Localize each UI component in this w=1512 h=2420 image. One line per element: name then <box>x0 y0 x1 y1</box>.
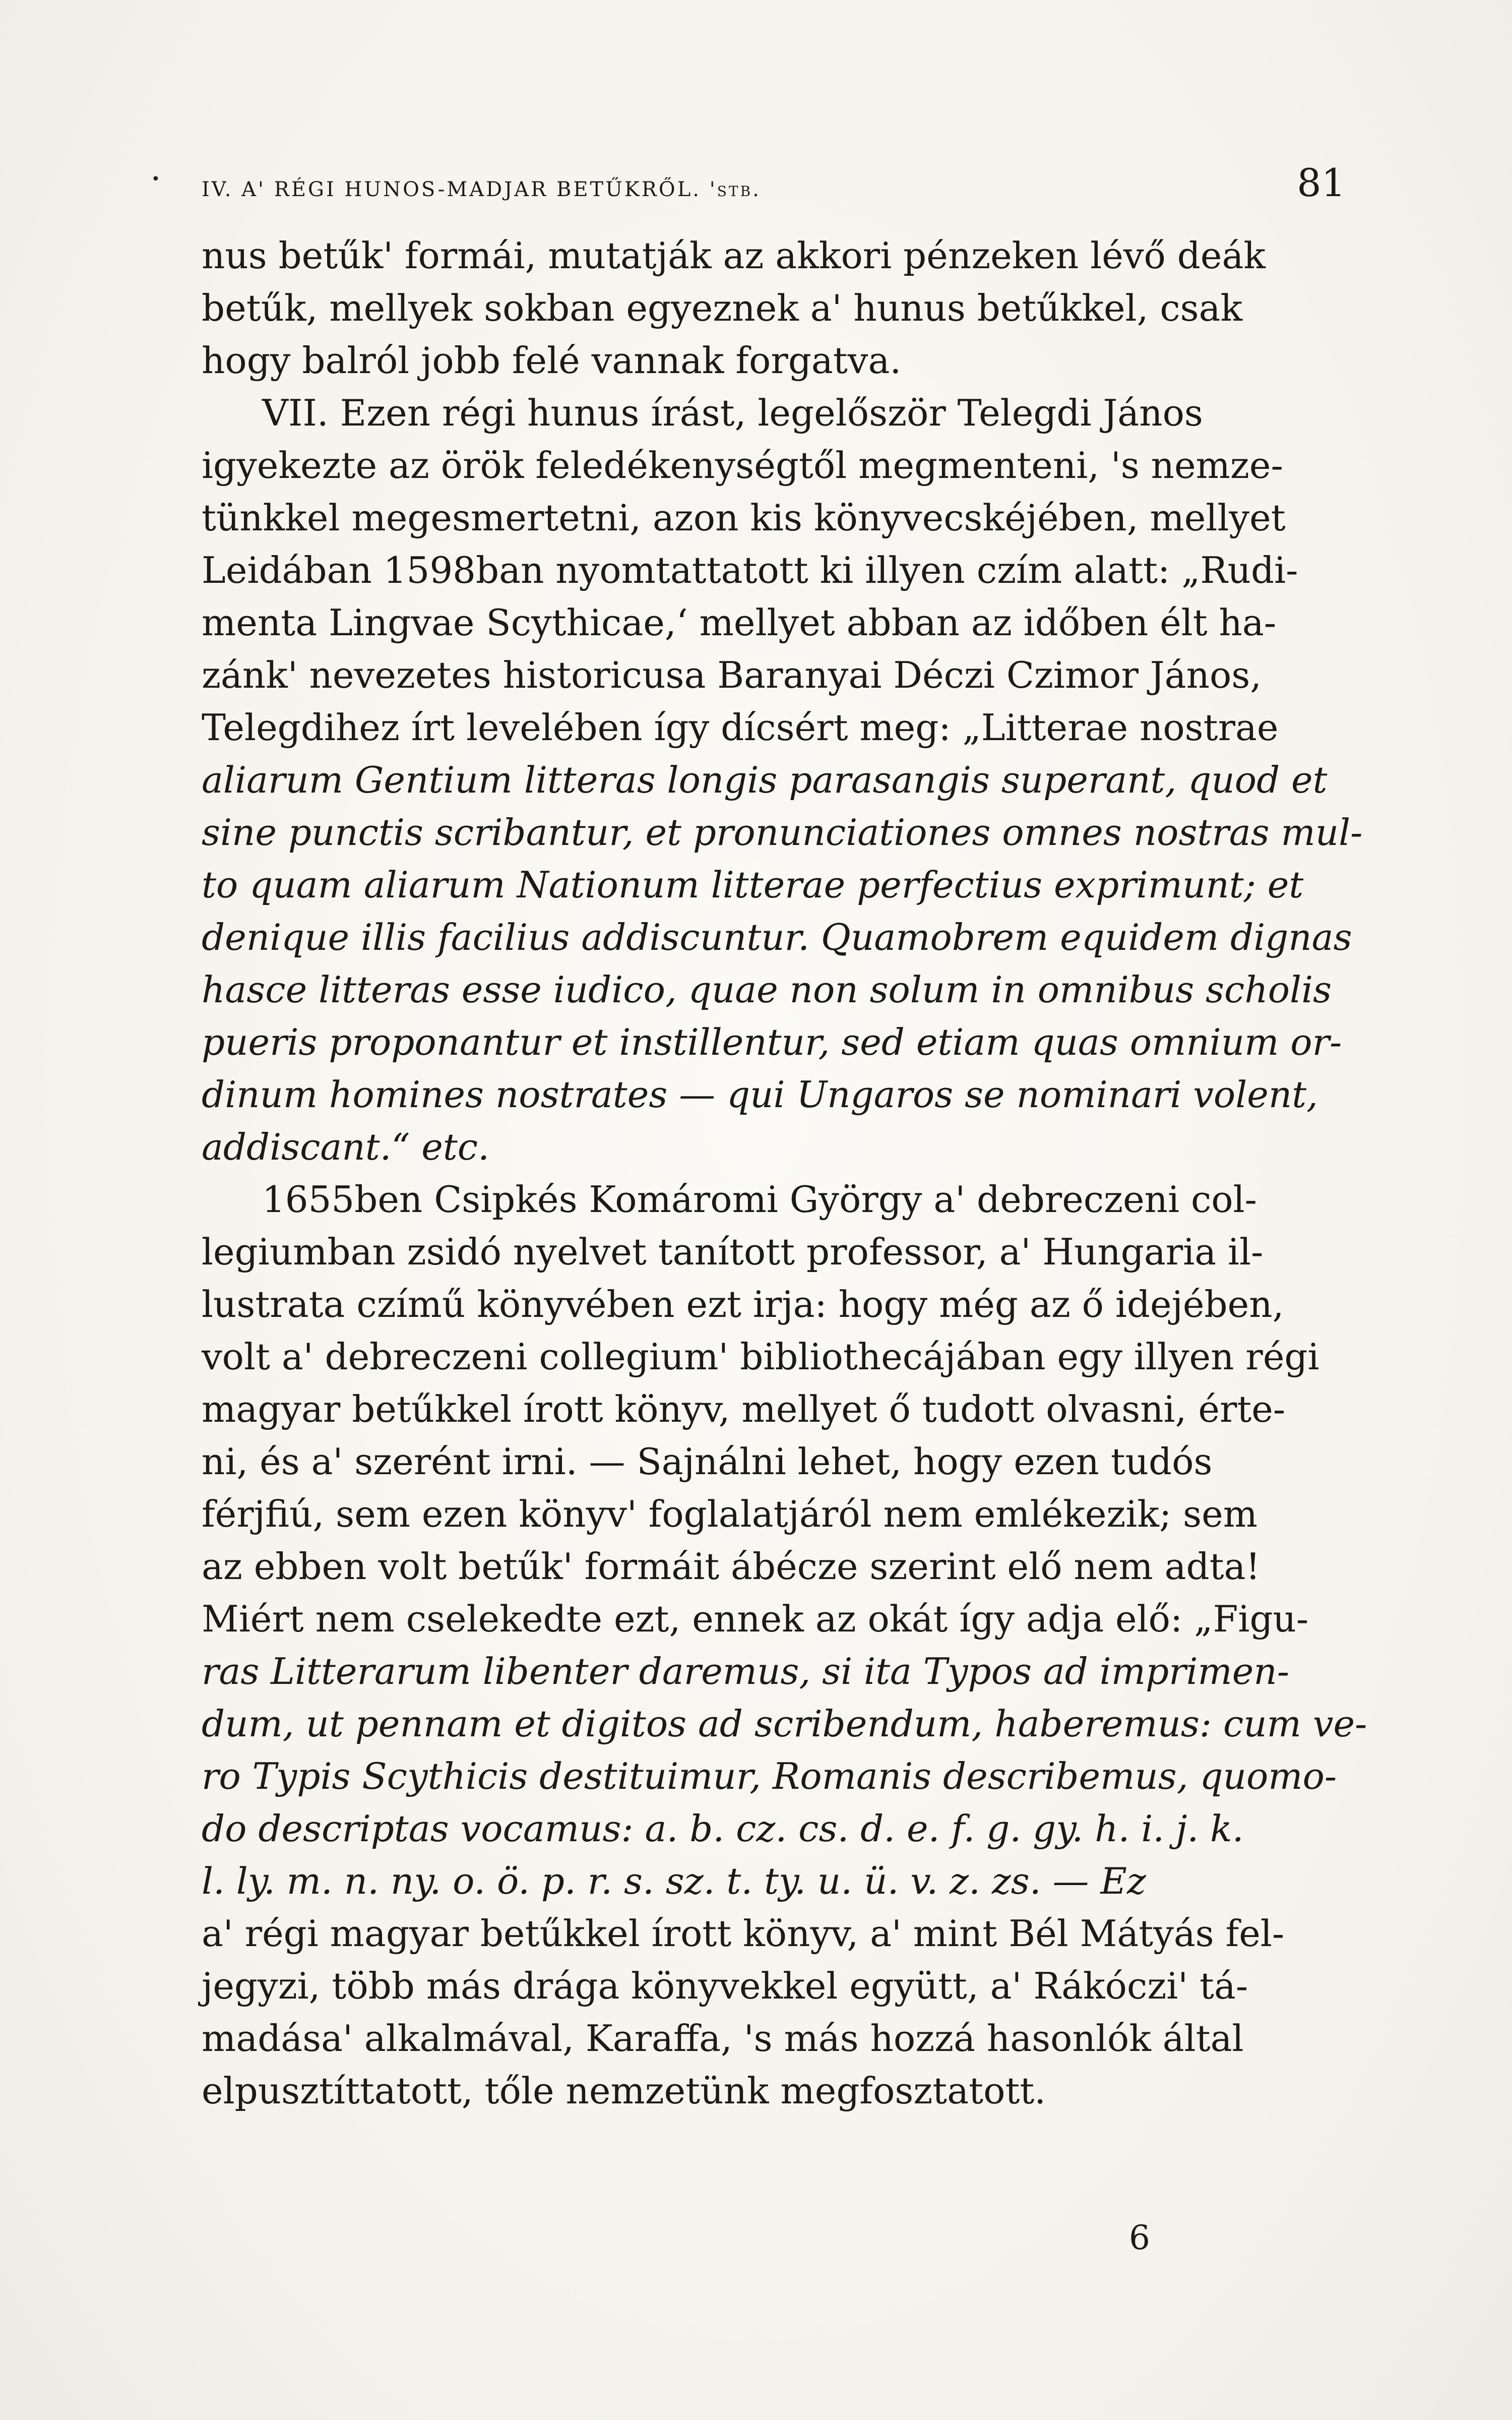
text-line-23: magyar betűkkel írott könyv, mellyet ő tudott olvasni, érte- <box>202 1388 1286 1430</box>
text-line-24: ni, és a' szerént irni. — Sajnálni lehet, hogy ezen tudós <box>202 1440 1213 1483</box>
text-line-15: hasce litteras esse iudico, quae non solum in omnibus scholis <box>202 969 1332 1011</box>
text-line-34: jegyzi, több más drága könyvekkel együtt, a' Rákóczi' tá- <box>202 1965 1248 2007</box>
text-line-7: Leidában 1598ban nyomtattatott ki illyen czím alatt: „Rudi- <box>202 549 1298 591</box>
text-line-1: nus betűk' formái, mutatják az akkori pénzeken lévő deák <box>202 234 1266 277</box>
text-line-16: pueris proponantur et instillentur, sed etiam quas omnium or- <box>202 1021 1342 1063</box>
text-line-29: dum, ut pennam et digitos ad scribendum, haberemus: cum ve- <box>202 1703 1367 1745</box>
text-line-30: ro Typis Scythicis destituimur, Romanis describemus, quomo- <box>202 1755 1337 1797</box>
text-line-27: Miért nem cselekedte ezt, ennek az okát így adja elő: „Figu- <box>202 1598 1309 1640</box>
text-line-18: addiscant.“ etc. <box>202 1126 489 1168</box>
text-line-22: volt a' debreczeni collegium' bibliothecájában egy illyen régi <box>202 1336 1319 1378</box>
text-line-11: aliarum Gentium litteras longis parasangis superant, quod et <box>202 759 1328 801</box>
body-text <box>202 229 1367 2117</box>
text-line-17: dinum homines nostrates — qui Ungaros se nominari volent, <box>202 1073 1318 1116</box>
running-head: IV. A' RÉGI HUNOS-MADJAR BETŰKRŐL. 'stb. <box>202 178 761 201</box>
text-line-2: betűk, mellyek sokban egyeznek a' hunus betűkkel, csak <box>202 287 1243 329</box>
page-header <box>151 160 1351 206</box>
page-number: 81 <box>1297 160 1346 205</box>
text-line-10: Telegdihez írt levelében így dícsért meg: „Litterae nostrae <box>202 706 1279 749</box>
text-line-36: elpusztíttatott, tőle nemzetünk megfosztatott. <box>202 2070 1046 2112</box>
text-line-19: 1655ben Csipkés Komáromi György a' debreczeni col- <box>262 1178 1257 1221</box>
text-line-9: zánk' nevezetes historicusa Baranyai Déczi Czimor János, <box>202 654 1262 696</box>
text-line-4: VII. Ezen régi hunus írást, legelőször Telegdi János <box>262 392 1203 434</box>
text-line-12: sine punctis scribantur, et pronunciationes omnes nostras mul- <box>202 811 1363 854</box>
text-line-28: ras Litterarum libenter daremus, si ita Typos ad imprimen- <box>202 1650 1290 1692</box>
text-line-35: madása' alkalmával, Karaffa, 's más hozzá hasonlók által <box>202 2017 1244 2060</box>
text-line-31: do descriptas vocamus: a. b. cz. cs. d. e. f. g. gy. h. i. j. k. <box>202 1807 1244 1850</box>
text-line-33: a' régi magyar betűkkel írott könyv, a' mint Bél Mátyás fel- <box>202 1912 1285 1955</box>
text-line-21: lustrata czímű könyvében ezt irja: hogy még az ő idejében, <box>202 1283 1284 1325</box>
text-line-5: igyekezte az örök feledékenységtől megmenteni, 's nemze- <box>202 444 1283 487</box>
text-line-6: tünkkel megesmertetni, azon kis könyvecskéjében, mellyet <box>202 497 1286 539</box>
text-line-26: az ebben volt betűk' formáit ábécze szerint elő nem adta! <box>202 1545 1261 1588</box>
text-line-13: to quam aliarum Nationum litterae perfectius exprimunt; et <box>202 864 1304 906</box>
text-line-3: hogy balról jobb felé vannak forgatva. <box>202 339 902 382</box>
signature-mark: 6 <box>1129 2218 1150 2257</box>
header-bullet: • <box>151 170 160 188</box>
text-line-32: l. ly. m. n. ny. o. ö. p. r. s. sz. t. ty. u. ü. v. z. zs. — Ez <box>202 1860 1146 1902</box>
text-line-20: legiumban zsidó nyelvet tanított professor, a' Hungaria il- <box>202 1231 1264 1273</box>
text-line-8: menta Lingvae Scythicae,‘ mellyet abban az időben élt ha- <box>202 601 1277 644</box>
text-line-25: férjfiú, sem ezen könyv' foglalatjáról nem emlékezik; sem <box>202 1493 1257 1535</box>
text-line-14: denique illis facilius addiscuntur. Quamobrem equidem dignas <box>202 916 1352 958</box>
